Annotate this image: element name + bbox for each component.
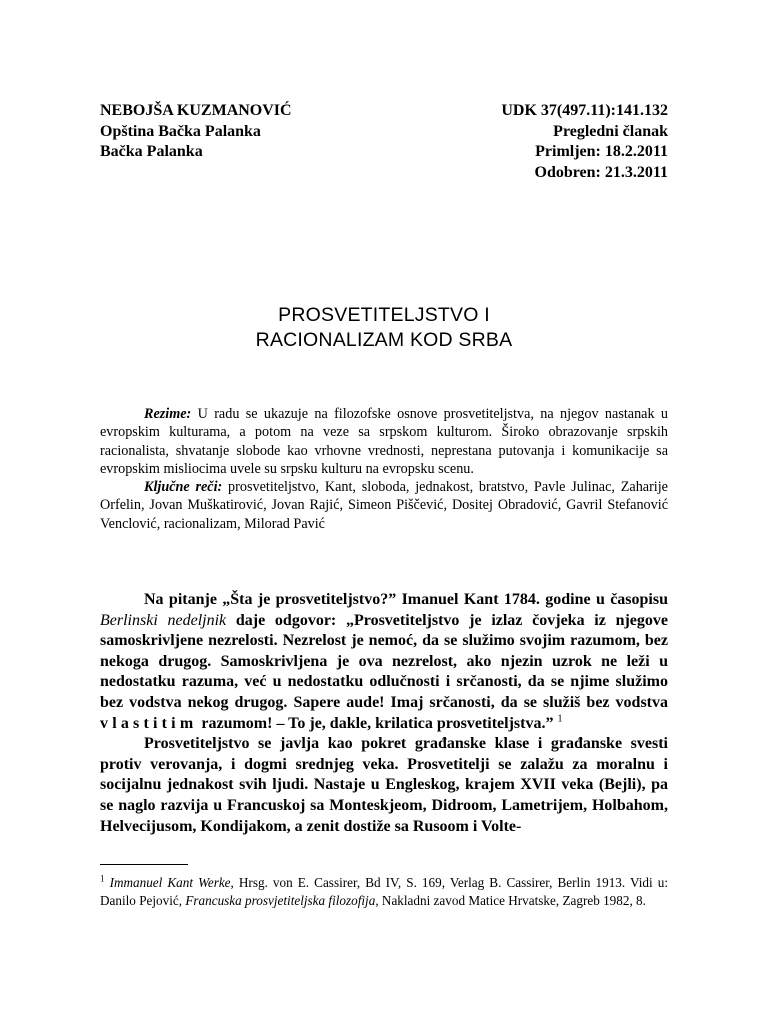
footnote-reference[interactable]: 1 <box>557 713 563 725</box>
p1-text-c: razumom! – To je, dakle, krilatica prosvetiteljstva.” <box>197 714 554 732</box>
approved-date: Odobren: 21.3.2011 <box>534 163 668 181</box>
keywords-label: Ključne reči: <box>144 479 223 496</box>
p1-text-a: Na pitanje „Šta je prosvetiteljstvo?” Imanuel Kant 1784. godine u časopisu <box>144 591 668 608</box>
summary-paragraph <box>100 405 668 478</box>
body-text <box>100 590 668 837</box>
p1-text-b: daje odgovor: „Prosvetiteljstvo je izlaz čovjeka iz njegove samoskrivljene nezrelosti. Nezrelost je nemoć, da se služimo svojim razumom, bez nekoga drugog. Samoskrivljena je ova nezrelost, ako njezin uzrok ne leži u nedostatku razuma, već u nedostatku odlučnosti i srčanosti, da se njime služimo bez vodstva nekog drugog. Sapere aude! Imaj srčanosti, da se služiš bez vodstva <box>100 611 669 711</box>
author-name: NEBOJŠA KUZMANOVIĆ <box>100 102 292 119</box>
article-meta-block <box>388 101 668 183</box>
author-block <box>100 101 420 163</box>
footnote-text-2: , Nakladni zavod Matice Hrvatske, Zagreb 1982, 8. <box>375 893 646 909</box>
paragraph-1 <box>100 590 668 734</box>
article-type: Pregledni članak <box>553 122 668 140</box>
title-line-2: RACIONALIZAM KOD SRBA <box>255 329 513 351</box>
affiliation-city: Bačka Palanka <box>100 143 203 160</box>
journal-name: Berlinski nedeljnik <box>100 611 227 629</box>
keywords-paragraph <box>100 478 668 533</box>
spaced-word: vlastitim <box>100 714 198 732</box>
footnote-separator <box>100 864 188 865</box>
paragraph-2: Prosvetiteljstvo se javlja kao pokret građanske klase i građanske svesti protiv verovanja, i dogmi srednjeg veka. Prosvetitelji se zalažu za moralnu i socijalnu jednakost svih ljudi. Nastaje u Engleskog, krajem XVII veka (Bejli), pa se naglo razvija u Francuskoj sa Monteskjeom, Didroom, Lametrijem, Holbahom, Helvecijusom, Kondijakom, a zenit dostiže sa Rusoom i Volte- <box>100 735 668 835</box>
footnote-number: 1 <box>100 873 105 884</box>
article-title <box>100 303 668 353</box>
affiliation-institution: Opština Bačka Palanka <box>100 122 261 140</box>
title-line-1: PROSVETITELJSTVO I <box>278 304 490 326</box>
footnote-work-title: Immanuel Kant Werke <box>109 875 231 890</box>
footnote-work-title-2: Francuska prosvjetiteljska filozofija <box>185 893 376 909</box>
footnote-text-1: , Hrsg. von E. Cassirer, Bd IV, S. 169, Verlag B. Cassirer, Berlin 1913. Vidi u: Danilo Pejović, <box>100 875 668 909</box>
udk-code: UDK 37(497.11):141.132 <box>501 102 668 119</box>
footnote <box>100 874 668 910</box>
summary-label: Rezime: <box>144 406 192 422</box>
summary-text: U radu se ukazuje na filozofske osnove prosvetiteljstva, na njegov nastanak u evropskim kulturama, a potom na veze sa srpskom kulturom. Široko obrazovanje srpskih racionalista, shvatanje slobode kao vrhovne vrednosti, neprestana putovanja i komunikacije sa evropskim misliocima uvele su srpsku kulturu na evropsku scenu. <box>100 406 668 477</box>
abstract <box>100 405 668 533</box>
keywords-text: prosvetiteljstvo, Kant, sloboda, jednakost, bratstvo, Pavle Julinac, Zaharije Orfelin, Jovan Muškatirović, Jovan Rajić, Simeon Piščević, Dositej Obradović, Gavril Stefanović Venclović, racionalizam, Milorad Pavić <box>100 479 668 532</box>
received-date: Primljen: 18.2.2011 <box>535 143 668 160</box>
